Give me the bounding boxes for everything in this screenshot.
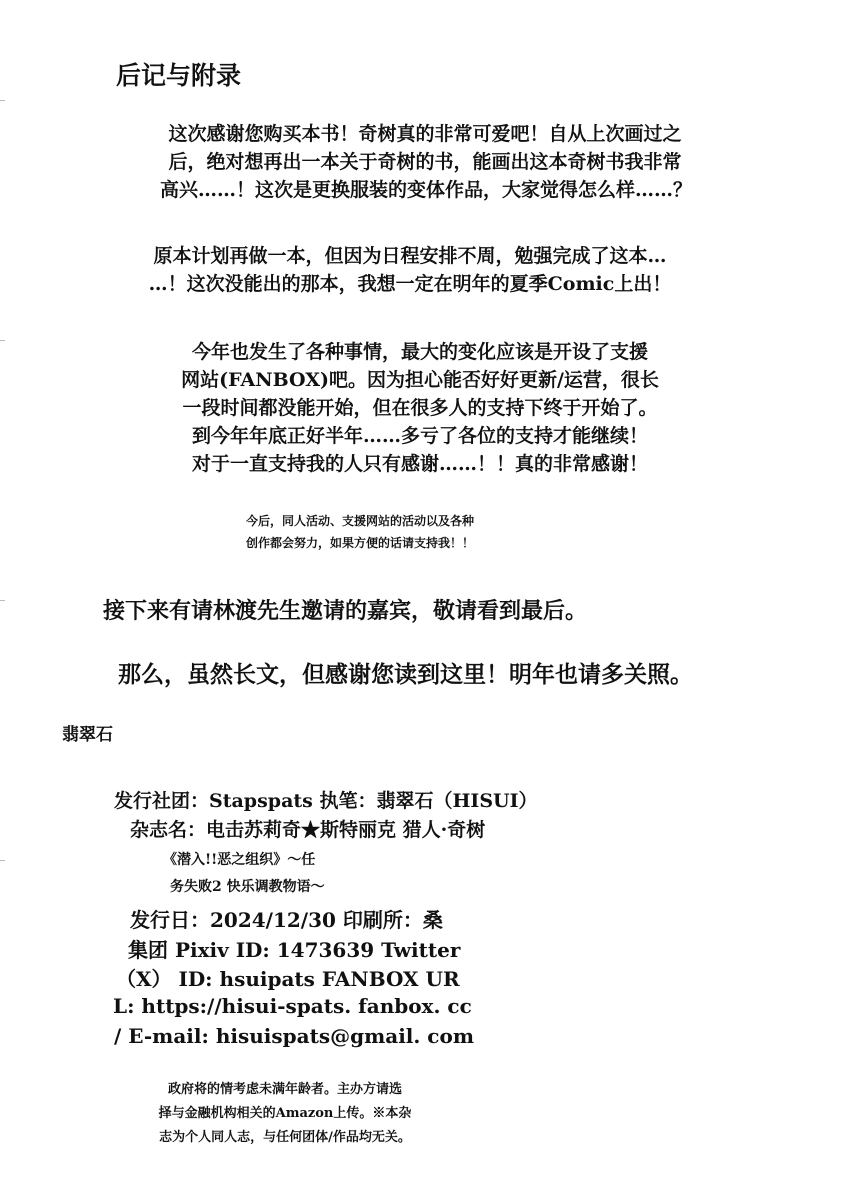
colophon-line: 《潜入!!恶之组织》～任 bbox=[163, 852, 316, 868]
paragraph-line: 高兴……！这次是更换服装的变体作品，大家觉得怎么样……？ bbox=[160, 179, 693, 201]
paragraph-line: 创作都会努力，如果方便的话请支持我！！ bbox=[245, 536, 474, 550]
afterword-title: 后记与附录 bbox=[116, 61, 242, 90]
colophon-line: 发行社团：Stapspats 执笔：翡翠石（HISUI） bbox=[114, 790, 538, 812]
afterword-paragraph-4 bbox=[200, 510, 520, 554]
colophon-line: L: https://hisui-spats. fanbox. cc bbox=[113, 994, 472, 1018]
paragraph-line: …！这次没能出的那本，我想一定在明年的夏季Comic上出！ bbox=[148, 273, 672, 295]
paragraph-line: 后，绝对想再出一本关于奇树的书，能画出这本奇树书我非常 bbox=[168, 151, 682, 173]
page-edge-mark bbox=[0, 340, 5, 341]
colophon-line: 杂志名：电击苏莉奇★斯特丽克 猎人·奇树 bbox=[130, 819, 486, 841]
guest-announcement: 接下来有请林渡先生邀请的嘉宾，敬请看到最后。 bbox=[103, 598, 588, 624]
closing-thanks: 那么，虽然长文，但感谢您读到这里！明年也请多关照。 bbox=[118, 661, 693, 688]
page-edge-mark bbox=[0, 600, 5, 601]
notice-line: 择与金融机构相关的Amazon上传。※本杂 bbox=[158, 1106, 412, 1121]
afterword-paragraph-2 bbox=[130, 242, 690, 298]
page-edge-mark bbox=[0, 860, 5, 861]
author-signature: 翡翠石 bbox=[62, 725, 113, 745]
paragraph-line: 一段时间都没能开始，但在很多人的支持下终于开始了。 bbox=[182, 397, 658, 419]
paragraph-line: 原本计划再做一本，但因为日程安排不周，勉强完成了这本… bbox=[153, 245, 667, 267]
paragraph-line: 网站(FANBOX)吧。因为担心能否好好更新/运营，很长 bbox=[181, 369, 659, 391]
colophon-line: 发行日：2024/12/30 印刷所：桑 bbox=[130, 908, 443, 932]
colophon-line: 务失败2 快乐调教物语～ bbox=[170, 879, 325, 895]
afterword-paragraph-3 bbox=[140, 338, 700, 478]
notice-line: 政府将的情考虑未满年龄者。主办方请选 bbox=[167, 1082, 402, 1097]
paragraph-line: 今后，同人活动、支援网站的活动以及各种 bbox=[245, 514, 474, 528]
page-edge-mark bbox=[0, 100, 5, 101]
colophon-line: / E-mail: hisuispats@gmail. com bbox=[114, 1024, 474, 1048]
paragraph-line: 今年也发生了各种事情，最大的变化应该是开设了支援 bbox=[191, 341, 648, 363]
legal-notice bbox=[110, 1078, 460, 1150]
paragraph-line: 对于一直支持我的人只有感谢……！！真的非常感谢！ bbox=[191, 453, 648, 475]
notice-line: 志为个人同人志，与任何团体/作品均无关。 bbox=[159, 1130, 411, 1145]
paragraph-line: 这次感谢您购买本书！奇树真的非常可爱吧！自从上次画过之 bbox=[168, 123, 682, 145]
colophon-line: （X） ID: hsuipats FANBOX UR bbox=[116, 967, 460, 991]
colophon-line: 集团 Pixiv ID: 1473639 Twitter bbox=[128, 938, 461, 962]
paragraph-line: 到今年年底正好半年……多亏了各位的支持才能继续！ bbox=[191, 425, 648, 447]
afterword-paragraph-1 bbox=[160, 120, 693, 204]
